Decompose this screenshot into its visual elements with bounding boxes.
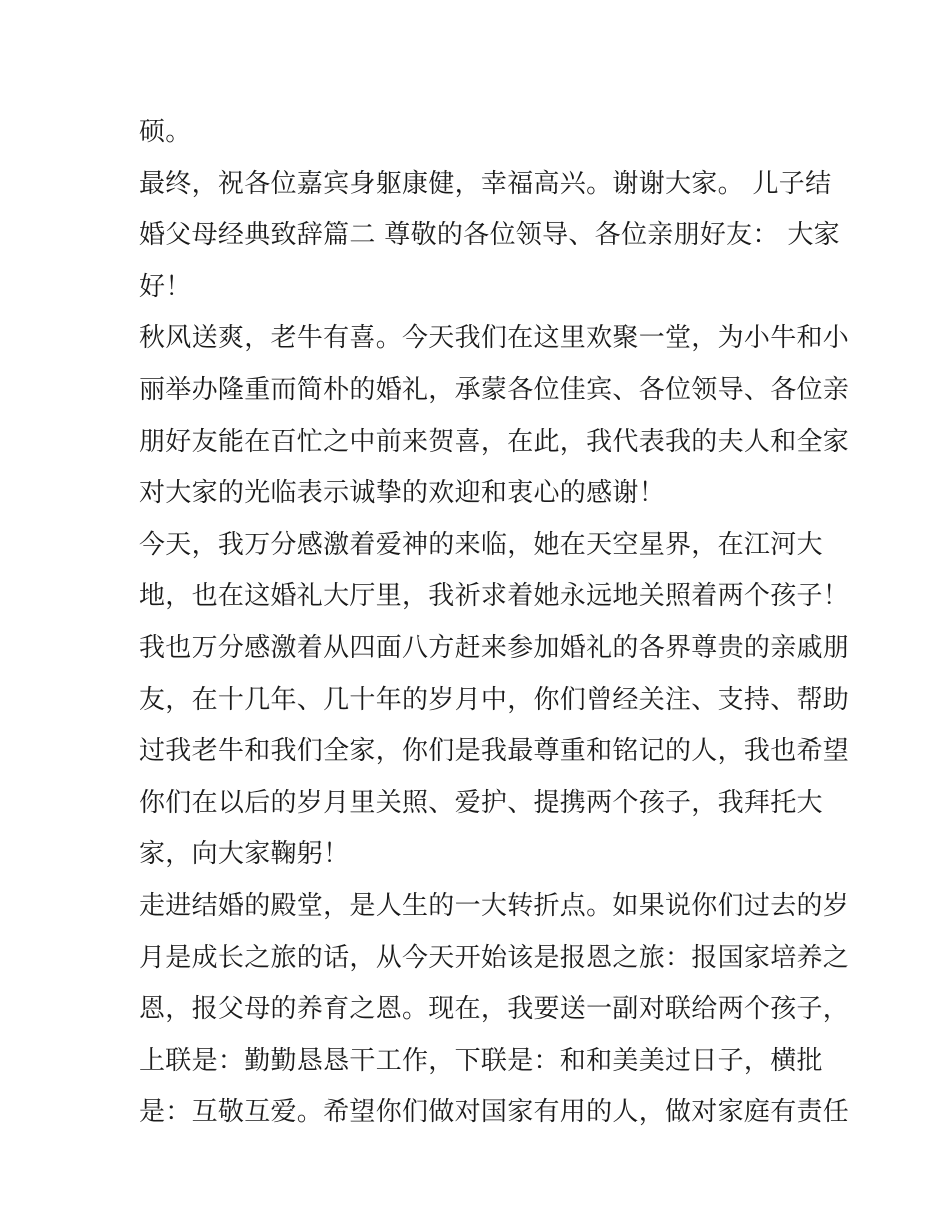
text-line: 是：互敬互爱。希望你们做对国家有用的人，做对家庭有责任 xyxy=(139,1097,850,1128)
text-line: 月是成长之旅的话，从今天开始该是报恩之旅：报国家培养之 xyxy=(139,942,850,973)
text-line: 硕。 xyxy=(139,117,192,147)
text-line: 秋风送爽，老牛有喜。今天我们在这里欢聚一堂，为小牛和小 xyxy=(139,323,850,354)
text-line: 好！ xyxy=(139,271,192,302)
text-line: 对大家的光临表示诚挚的欢迎和衷心的感谢！ xyxy=(139,478,666,509)
text-line: 最终，祝各位嘉宾身躯康健，幸福高兴。谢谢大家。 儿子结 xyxy=(139,168,832,199)
text-line: 地，也在这婚礼大厅里，我祈求着她永远地关照着两个孩子！ xyxy=(139,581,850,612)
text-line: 过我老牛和我们全家，你们是我最尊重和铭记的人，我也希望 xyxy=(139,736,850,767)
text-line: 家，向大家鞠躬！ xyxy=(139,839,350,870)
text-line: 你们在以后的岁月里关照、爱护、提携两个孩子，我拜托大 xyxy=(139,787,823,818)
text-line: 朋好友能在百忙之中前来贺喜，在此，我代表我的夫人和全家 xyxy=(139,426,850,457)
text-line: 丽举办隆重而简朴的婚礼，承蒙各位佳宾、各位领导、各位亲 xyxy=(139,374,850,405)
text-line: 恩，报父母的养育之恩。现在，我要送一副对联给两个孩子， xyxy=(139,994,850,1025)
text-line: 走进结婚的殿堂，是人生的一大转折点。如果说你们过去的岁 xyxy=(139,890,850,921)
text-line: 友，在十几年、几十年的岁月中，你们曾经关注、支持、帮助 xyxy=(139,684,850,715)
text-line: 婚父母经典致辞篇二 尊敬的各位领导、各位亲朋好友： 大家 xyxy=(139,220,840,251)
text-line: 我也万分感激着从四面八方赶来参加婚礼的各界尊贵的亲戚朋 xyxy=(139,632,850,663)
text-line: 今天，我万分感激着爱神的来临，她在天空星界，在江河大 xyxy=(139,529,823,560)
text-line: 上联是：勤勤恳恳干工作，下联是：和和美美过日子，横批 xyxy=(139,1045,823,1076)
body-text xyxy=(139,107,850,1139)
